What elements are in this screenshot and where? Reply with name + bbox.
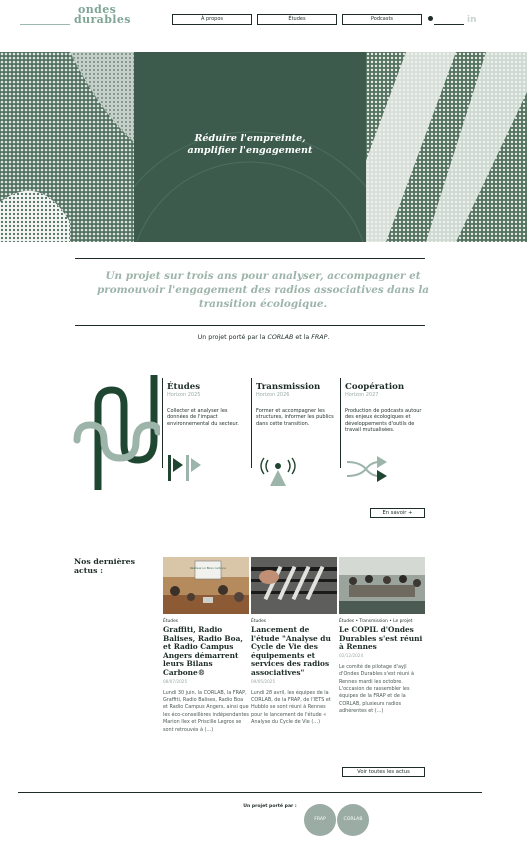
intro-statement: Un projet sur trois ans pour analyser, accompagner et promouvoir l'engagement des radios associatives dans la transition écologique. xyxy=(97,270,429,310)
site-logo[interactable] xyxy=(74,5,140,29)
pillar-divider-1 xyxy=(162,378,163,468)
news-tag[interactable]: Études xyxy=(163,619,179,624)
hero-banner xyxy=(0,52,527,242)
broadcast-tower-icon xyxy=(256,450,300,490)
footer-label: Un projet porté par : xyxy=(243,804,297,809)
pillar-transmission xyxy=(256,382,338,427)
pillar-title: Études xyxy=(167,382,201,392)
news-tag[interactable]: Études • Transmission • Le projet xyxy=(339,619,413,624)
news-card[interactable] xyxy=(339,557,425,716)
linkedin-icon[interactable]: in xyxy=(467,15,477,25)
news-date: 02/12/2024 xyxy=(339,652,364,658)
nav-studies[interactable]: Études xyxy=(257,14,337,25)
crossing-arrows-icon xyxy=(345,456,389,488)
hero-pattern-left xyxy=(0,52,134,242)
pillar-title: Coopération xyxy=(345,382,405,392)
carriers-end: . xyxy=(327,334,330,341)
news-date: 09/05/2025 xyxy=(251,678,276,684)
news-heading: Nos dernières actus : xyxy=(74,557,136,575)
pillar-cooperation xyxy=(345,382,427,434)
news-title[interactable]: Lancement de l'étude "Analyse du Cycle de Vie des équipements et services des radios associatives" xyxy=(251,625,331,677)
search-input[interactable] xyxy=(434,24,464,25)
all-news-button[interactable]: Voir toutes les actus xyxy=(342,767,425,777)
carrier-corlab-link[interactable]: CORLAB xyxy=(267,334,294,341)
pillar-description: Former et accompagner les structures, informer les publics dans cette transition. xyxy=(256,408,334,427)
search-dot-icon[interactable] xyxy=(428,16,433,21)
play-bars-icon xyxy=(166,452,206,484)
learn-more-button[interactable]: En savoir + xyxy=(370,508,425,518)
news-title[interactable]: Graffiti, Radio Balises, Radio Boa, et Radio Campus Angers démarrent leurs Bilans Carbone® xyxy=(163,625,243,677)
intro-rule-top xyxy=(75,258,425,259)
carriers-mid: et la xyxy=(293,334,312,341)
nav-podcasts[interactable]: Podcasts xyxy=(342,14,422,25)
hero-line-1: Réduire l'empreinte, xyxy=(194,133,306,144)
pillar-description: Production de podcasts autour des enjeux écologiques et développements d'outils de travail mutualisées. xyxy=(345,408,422,434)
footer-rule xyxy=(18,792,482,793)
carriers-prefix: Un projet porté par la xyxy=(197,334,268,341)
pillar-studies xyxy=(167,382,249,427)
hero-line-2: amplifier l'engagement xyxy=(187,145,313,156)
pillar-horizon: Horizon 2025 xyxy=(167,392,201,398)
nav-about[interactable]: À propos xyxy=(172,14,252,25)
wave-logo-graphic xyxy=(72,370,160,492)
hero-tagline xyxy=(134,133,366,157)
news-card[interactable] xyxy=(251,557,337,727)
intro-rule-bottom xyxy=(75,325,425,326)
partner-logo-corlab[interactable]: CORLAB xyxy=(337,804,369,836)
news-thumbnail[interactable] xyxy=(163,557,249,614)
pillar-title: Transmission xyxy=(256,382,321,392)
logo-underline xyxy=(20,24,70,25)
logo-line-1: ondes xyxy=(78,3,117,16)
pillar-horizon: Horizon 2026 xyxy=(256,392,290,398)
news-tag[interactable]: Études xyxy=(251,619,267,624)
pillar-divider-2 xyxy=(251,378,252,468)
news-excerpt: Lundi 30 juin, la CORLAB, la FRAP, Graffiti, Radio Balises, Radio Boa et Radio Campus Angers, ainsi que les éco-conseillères indépendantes Marion Ilex et Priscille Legros se sont retrouvés à (…) xyxy=(163,689,249,733)
pillar-divider-3 xyxy=(340,378,341,468)
news-title[interactable]: Le COPIL d'Ondes Durables s'est réuni à Rennes xyxy=(339,625,423,652)
partner-logo-frap[interactable]: FRAP xyxy=(304,804,336,836)
slide-screen-text: Réalisez un Bilan carbone xyxy=(189,566,227,570)
news-excerpt: Lundi 28 avril, les équipes de la CORLAB, de la FRAP, de l'IETS et Hubblo se sont réuni à Rennes pour le lancement de l'étude « Analyse du Cycle de Vie (…) xyxy=(251,689,331,726)
news-excerpt: Le comité de pilotage d'ayjl d'Ondes Durables s'est réuni à Rennes mardi les octobre. L'occasion de rassembler les équipes de la FRAP et de la CORLAB, plusieurs radios adhérentes et (…) xyxy=(339,663,415,715)
news-card[interactable] xyxy=(163,557,249,734)
project-carriers xyxy=(0,334,527,341)
news-thumbnail[interactable] xyxy=(339,557,425,614)
news-date: 08/07/2025 xyxy=(163,678,188,684)
logo-line-2: durables xyxy=(74,13,131,26)
pillar-horizon: Horizon 2027 xyxy=(345,392,379,398)
pillar-description: Collecter et analyser les données de l'impact environnemental du secteur. xyxy=(167,408,239,427)
news-thumbnail[interactable] xyxy=(251,557,337,614)
hero-pattern-right xyxy=(366,52,527,242)
carrier-frap-link[interactable]: FRAP xyxy=(311,334,328,341)
